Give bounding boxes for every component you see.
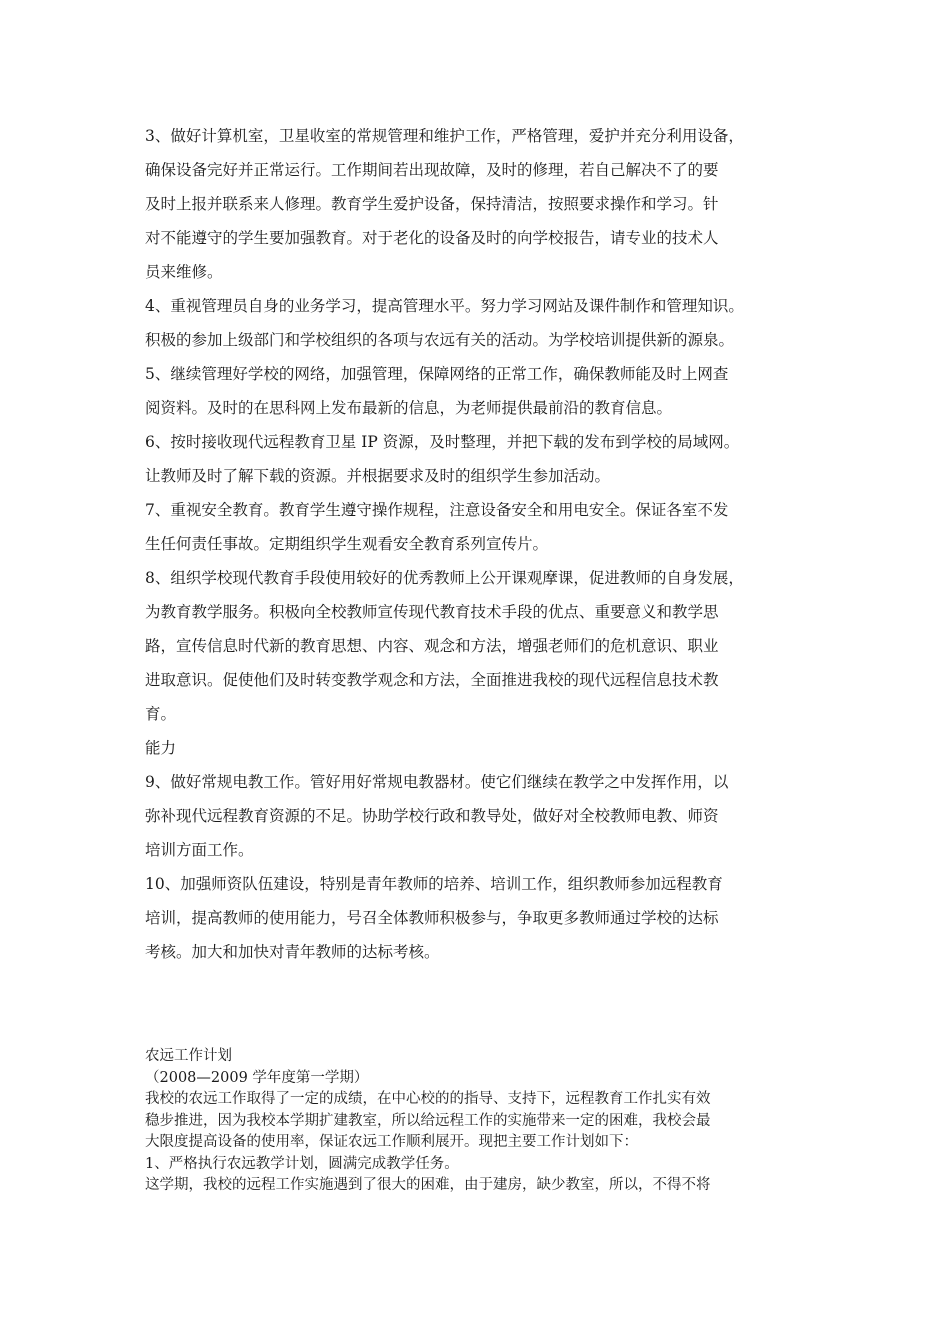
text-line: 8、组织学校现代教育手段使用较好的优秀教师上公开课观摩课，促进教师的自身发展， xyxy=(145,569,744,587)
text-line: 这学期，我校的远程工作实施遇到了很大的困难，由于建房，缺少教室，所以，不得不将 xyxy=(145,1177,711,1193)
text-line: 能力 xyxy=(145,739,177,757)
text-line: 积极的参加上级部门和学校组织的各项与农远有关的活动。为学校培训提供新的源泉。 xyxy=(145,331,735,349)
text-line: 3、做好计算机室，卫星收室的常规管理和维护工作，严格管理，爱护并充分利用设备， xyxy=(145,127,744,145)
text-line: 确保设备完好并正常运行。工作期间若出现故障，及时的修理，若自己解决不了的要 xyxy=(145,161,719,179)
text-line: 9、做好常规电教工作。管好用好常规电教器材。使它们继续在教学之中发挥作用，以 xyxy=(145,773,729,791)
section-subtitle: （2008—2009 学年度第一学期） xyxy=(145,1069,369,1086)
text-line: 培训，提高教师的使用能力，号召全体教师积极参与，争取更多教师通过学校的达标 xyxy=(145,909,719,927)
text-line: 大限度提高设备的使用率，保证农远工作顺利展开。现把主要工作计划如下： xyxy=(145,1134,638,1150)
text-line: 培训方面工作。 xyxy=(145,841,254,859)
text-line: 育。 xyxy=(145,705,177,723)
text-line: 及时上报并联系来人修理。教育学生爱护设备，保持清洁，按照要求操作和学习。针 xyxy=(145,195,719,213)
text-line: 进取意识。促使他们及时转变教学观念和方法，全面推进我校的现代远程信息技术教 xyxy=(145,671,719,689)
text-line: 弥补现代远程教育资源的不足。协助学校行政和教导处，做好对全校教师电教、师资 xyxy=(145,807,719,825)
text-line: 为教育教学服务。积极向全校教师宣传现代教育技术手段的优点、重要意义和教学思 xyxy=(145,603,719,621)
lower-section xyxy=(145,1046,815,1197)
text-line: 稳步推进，因为我校本学期扩建教室，所以给远程工作的实施带来一定的困难，我校会最 xyxy=(145,1112,711,1129)
text-line: 对不能遵守的学生要加强教育。对于老化的设备及时的向学校报告，请专业的技术人 xyxy=(145,229,719,247)
text-line: 生任何责任事故。定期组织学生观看安全教育系列宣传片。 xyxy=(145,535,549,553)
text-line: 我校的农远工作取得了一定的成绩，在中心校的的指导、支持下，远程教育工作扎实有效 xyxy=(145,1091,711,1107)
text-line: 路，宣传信息时代新的教育思想、内容、观念和方法，增强老师们的危机意识、职业 xyxy=(145,637,719,655)
text-line: 员来维修。 xyxy=(145,263,223,281)
text-line: 考核。加大和加快对青年教师的达标考核。 xyxy=(145,943,440,961)
text-line: 1、严格执行农远教学计划，圆满完成教学任务。 xyxy=(145,1155,459,1172)
section-title: 农远工作计划 xyxy=(145,1048,232,1064)
text-line: 4、重视管理员自身的业务学习，提高管理水平。努力学习网站及课件制作和管理知识。 xyxy=(145,297,744,315)
text-line: 10、加强师资队伍建设，特别是青年教师的培养、培训工作，组织教师参加远程教育 xyxy=(145,875,723,893)
text-line: 5、继续管理好学校的网络，加强管理，保障网络的正常工作，确保教师能及时上网查 xyxy=(145,365,729,383)
text-line: 阅资料。及时的在思科网上发布最新的信息，为老师提供最前沿的教育信息。 xyxy=(145,399,673,417)
text-line: 7、重视安全教育。教育学生遵守操作规程，注意设备安全和用电安全。保证各室不发 xyxy=(145,501,729,519)
text-line: 让教师及时了解下载的资源。并根据要求及时的组织学生参加活动。 xyxy=(145,467,611,485)
upper-section xyxy=(145,119,815,969)
text-line: 6、按时接收现代远程教育卫星 IP 资源，及时整理，并把下载的发布到学校的局域网。 xyxy=(145,433,740,451)
